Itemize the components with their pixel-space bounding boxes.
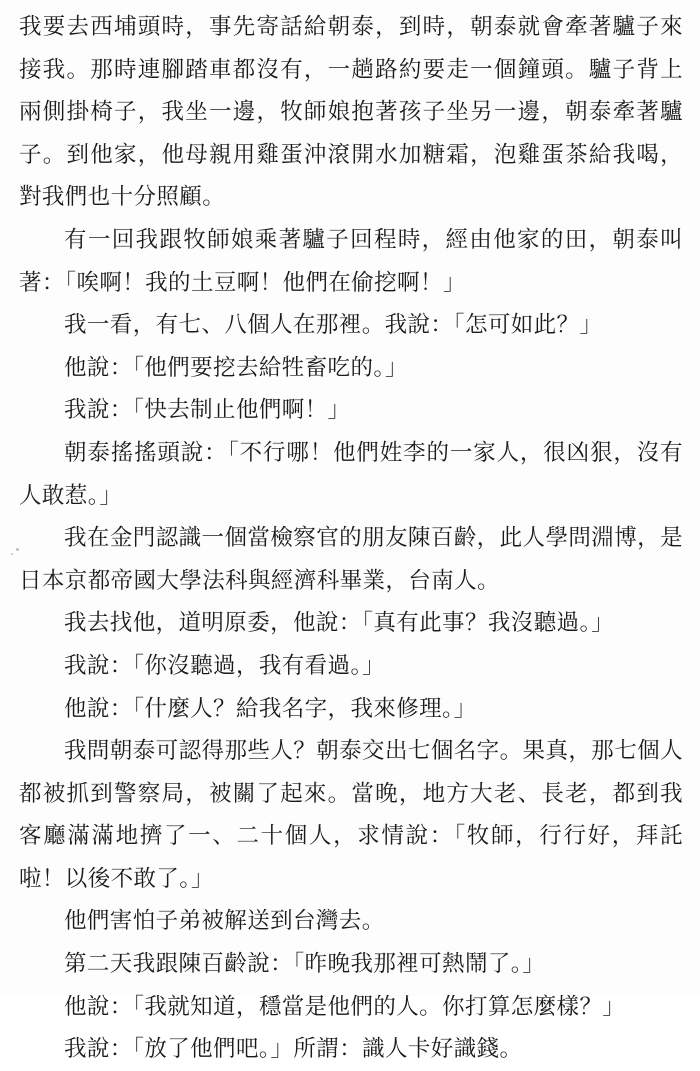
paragraph-14: 他說：「我就知道，穩當是他們的人。你打算怎麼樣？」 [64, 993, 626, 1020]
paragraph-15: 我說：「放了他們吧。」所謂：識人卡好識錢。 [64, 1036, 523, 1063]
scan-speck [16, 548, 19, 551]
paragraph-5: 我說：「快去制止他們啊！」 [64, 397, 351, 424]
paragraph-3: 我一看，有七、八個人在那裡。我說：「怎可如此？」 [64, 312, 603, 339]
scan-speck [11, 553, 13, 555]
paragraph-13: 第二天我跟陳百齡說：「昨晚我那裡可熱鬧了。」 [64, 951, 546, 978]
paragraph-7: 我在金門認識一個當檢察官的朋友陳百齡，此人學問淵博，是日本京都帝國大學法科與經濟科畢業，台南人。 [19, 525, 683, 594]
paragraph-8: 我去找他，道明原委，他說：「真有此事？我沒聽過。」 [64, 610, 615, 637]
paragraph-11: 我問朝泰可認得那些人？朝泰交出七個名字。果真，那七個人都被抓到警察局，被關了起來。當晚，地方大老、長老，都到我客廳滿滿地擠了一、二十個人，求情說：「牧師，行行好，拜託啦！以後不敢了。」 [19, 738, 683, 892]
paragraph-9: 我說：「你沒聽過，我有看過。」 [64, 652, 386, 679]
paragraph-4: 他說：「他們要挖去給牲畜吃的。」 [64, 354, 408, 381]
body-text [19, 6, 683, 1071]
paragraph-6: 朝泰搖搖頭說：「不行哪！他們姓李的一家人，很凶狠，沒有人敢惹。」 [19, 439, 683, 509]
paragraph-12: 他們害怕子弟被解送到台灣去。 [64, 908, 385, 935]
paragraph-2: 有一回我跟牧師娘乘著驢子回程時，經由他家的田，朝泰叫著：「唉啊！我的土豆啊！他們在偷挖啊！」 [19, 226, 683, 296]
paragraph-1: 我要去西埔頭時，事先寄話給朝泰，到時，朝泰就會牽著驢子來接我。那時連腳踏車都沒有，一趟路約要走一個鐘頭。驢子背上兩側掛椅子，我坐一邊，牧師娘抱著孩子坐另一邊，朝泰牽著驢子。到他家，他母親用雞蛋沖滾開水加糖霜，泡雞蛋茶給我喝，對我們也十分照顧。 [19, 14, 683, 211]
paragraph-10: 他說：「什麼人？給我名字，我來修理。」 [64, 695, 477, 722]
